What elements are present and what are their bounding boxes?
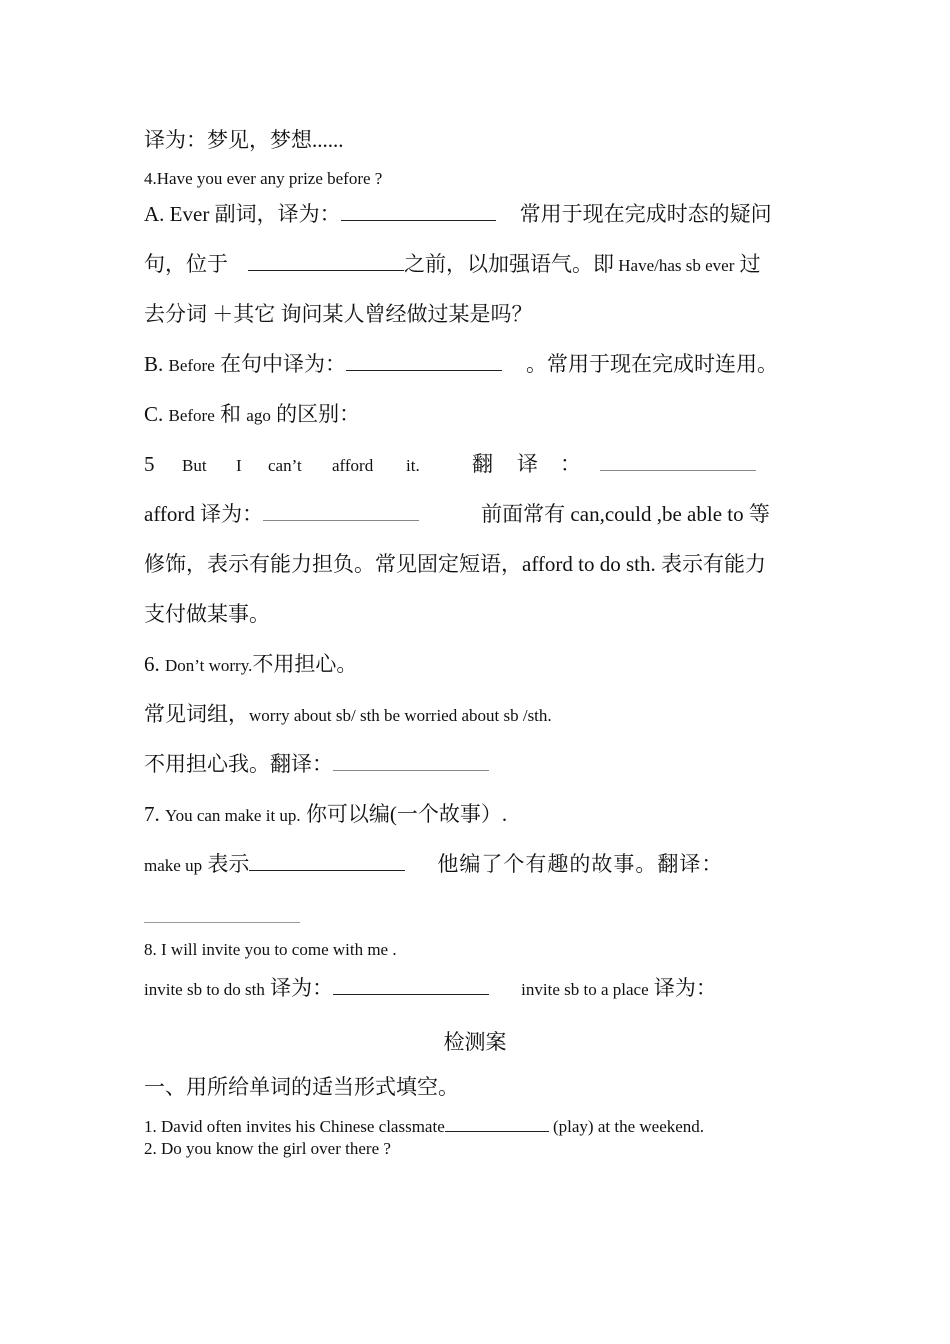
part-1-heading: 一、用所给单词的适当形式填空。 <box>144 1075 459 1099</box>
item-a-line-2: 句，位于 之前，以加强语气。即 Have/has sb ever 过 <box>144 252 761 276</box>
line-dream-translation: 译为：梦见，梦想...... <box>144 128 344 152</box>
afford-line-1: afford 译为： 前面常有 can,could ,be able to 等 <box>144 502 770 526</box>
item-c: C. Before 和 ago 的区别： <box>144 402 361 426</box>
item-b: B. Before 在句中译为： 。常用于现在完成时连用。 <box>144 352 779 376</box>
item-a-line-1: A. Ever 副词，译为： 常用于现在完成时态的疑问 <box>144 202 772 226</box>
blank-afford-meaning[interactable] <box>263 502 419 521</box>
question-8: 8. I will invite you to come with me . <box>144 940 397 959</box>
question-6-phrases: 常见词组，worry about sb/ sth be worried about sb /sth. <box>144 702 552 726</box>
blank-ever-position[interactable] <box>248 252 404 271</box>
blank-q7-translation[interactable] <box>144 922 300 923</box>
question-6: 6. Don’t worry.不用担心。 <box>144 652 358 676</box>
question-5: 5 But I can’t afford it. 翻 译 ： <box>144 452 774 477</box>
afford-line-3: 支付做某事。 <box>144 602 270 626</box>
question-6-translate: 不用担心我。翻译： <box>144 752 489 777</box>
question-4: 4.Have you ever any prize before ? <box>144 169 383 188</box>
blank-q5-translation[interactable] <box>600 452 756 471</box>
blank-ever-meaning[interactable] <box>341 202 496 221</box>
section-title: 检测案 <box>443 1030 507 1054</box>
blank-makeup-meaning[interactable] <box>249 852 405 871</box>
blank-exercise-1[interactable] <box>445 1113 549 1132</box>
blank-before-meaning[interactable] <box>346 352 502 371</box>
afford-line-2: 修饰，表示有能力担负。常见固定短语，afford to do sth. 表示有能力 <box>144 552 767 576</box>
blank-q6-translation[interactable] <box>333 752 489 771</box>
item-a-line-3: 去分词 ＋其它 询问某人曾经做过某是吗？ <box>144 302 533 326</box>
question-8-invite: invite sb to do sth 译为： invite sb to a place 译为： <box>144 976 717 1000</box>
exercise-2: 2. Do you know the girl over there ? <box>144 1139 391 1158</box>
question-7: 7. You can make it up. 你可以编(一个故事）. <box>144 802 508 826</box>
exercise-1: 1. David often invites his Chinese classmate (play) at the weekend. <box>144 1113 704 1137</box>
question-7-makeup: make up 表示 他编了个有趣的故事。翻译： <box>144 852 723 876</box>
blank-invite-do-meaning[interactable] <box>333 976 489 995</box>
